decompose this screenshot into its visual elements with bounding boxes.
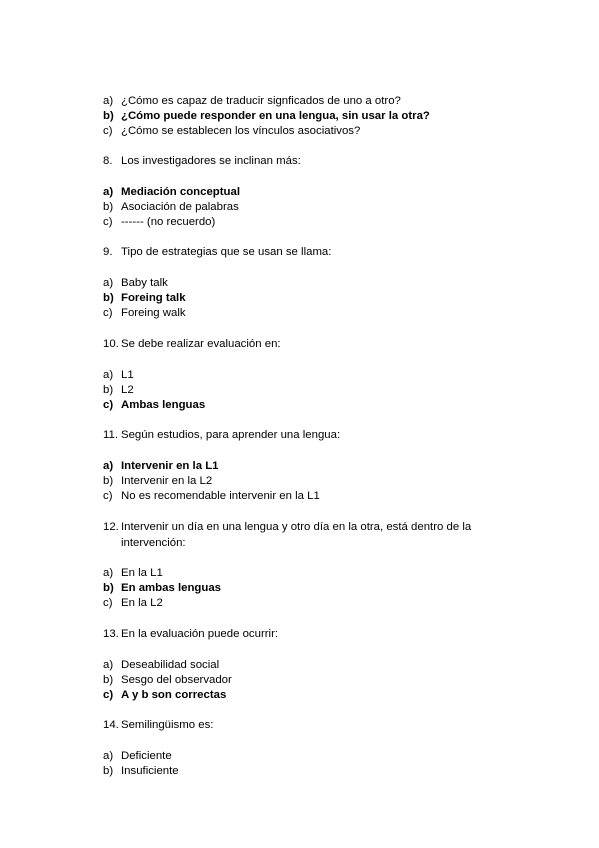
option-marker: c) bbox=[103, 399, 114, 411]
option-text: Deseabilidad social bbox=[121, 659, 220, 671]
question-text: En la evaluación puede ocurrir: bbox=[121, 628, 279, 640]
question-number: 8. bbox=[103, 155, 113, 167]
option-marker: a) bbox=[103, 567, 114, 579]
option-marker: b) bbox=[103, 201, 114, 213]
option-text: Intervenir en la L1 bbox=[121, 460, 219, 472]
option-marker: b) bbox=[103, 292, 114, 304]
question-number: 14. bbox=[103, 719, 119, 731]
question-text: Intervenir un día en una lengua y otro día en la otra, está dentro de la bbox=[121, 521, 472, 533]
option-marker: b) bbox=[103, 475, 114, 487]
option-marker: a) bbox=[103, 460, 114, 472]
option-text: Ambas lenguas bbox=[121, 399, 206, 411]
option-text: ------ (no recuerdo) bbox=[121, 216, 216, 228]
option-marker: b) bbox=[103, 674, 114, 686]
option-marker: b) bbox=[103, 765, 114, 777]
option-marker: a) bbox=[103, 277, 114, 289]
option-text: Insuficiente bbox=[121, 765, 179, 777]
option-text: Foreing walk bbox=[121, 307, 186, 319]
option-text: A y b son correctas bbox=[121, 689, 227, 701]
question-number: 10. bbox=[103, 338, 119, 350]
option-text: Baby talk bbox=[121, 277, 168, 289]
option-marker: a) bbox=[103, 369, 114, 381]
option-marker: c) bbox=[103, 597, 113, 609]
option-text: Sesgo del observador bbox=[121, 674, 232, 686]
question-number: 13. bbox=[103, 628, 119, 640]
option-marker: b) bbox=[103, 110, 114, 122]
option-text: Foreing talk bbox=[121, 292, 186, 304]
option-text: ¿Cómo es capaz de traducir signficados de uno a otro? bbox=[121, 95, 401, 107]
question-text: Tipo de estrategias que se usan se llama: bbox=[121, 246, 332, 258]
option-text: En la L1 bbox=[121, 567, 163, 579]
question-number: 11. bbox=[103, 429, 118, 441]
option-marker: b) bbox=[103, 384, 114, 396]
option-text: En la L2 bbox=[121, 597, 163, 609]
option-text: ¿Cómo se establecen los vínculos asociativos? bbox=[121, 125, 361, 137]
option-text: Intervenir en la L2 bbox=[121, 475, 213, 487]
option-marker: c) bbox=[103, 307, 113, 319]
option-text: Asociación de palabras bbox=[121, 201, 239, 213]
question-text: Se debe realizar evaluación en: bbox=[121, 338, 281, 350]
question-text: Los investigadores se inclinan más: bbox=[121, 155, 301, 167]
question-text: intervención: bbox=[121, 537, 186, 549]
option-marker: a) bbox=[103, 95, 114, 107]
option-text: No es recomendable intervenir en la L1 bbox=[121, 490, 320, 502]
option-text: Deficiente bbox=[121, 750, 172, 762]
question-text: Según estudios, para aprender una lengua: bbox=[121, 429, 341, 441]
option-text: L2 bbox=[121, 384, 134, 396]
option-marker: c) bbox=[103, 490, 113, 502]
option-marker: c) bbox=[103, 216, 113, 228]
option-marker: a) bbox=[103, 186, 114, 198]
option-marker: a) bbox=[103, 659, 114, 671]
option-text: En ambas lenguas bbox=[121, 582, 222, 594]
question-number: 9. bbox=[103, 246, 113, 258]
option-text: Mediación conceptual bbox=[121, 186, 240, 198]
option-marker: a) bbox=[103, 750, 114, 762]
question-number: 12. bbox=[103, 521, 119, 533]
option-text: L1 bbox=[121, 369, 134, 381]
option-marker: c) bbox=[103, 125, 113, 137]
option-text: ¿Cómo puede responder en una lengua, sin usar la otra? bbox=[121, 110, 430, 122]
option-marker: c) bbox=[103, 689, 114, 701]
question-text: Semilingüismo es: bbox=[121, 719, 214, 731]
option-marker: b) bbox=[103, 582, 114, 594]
